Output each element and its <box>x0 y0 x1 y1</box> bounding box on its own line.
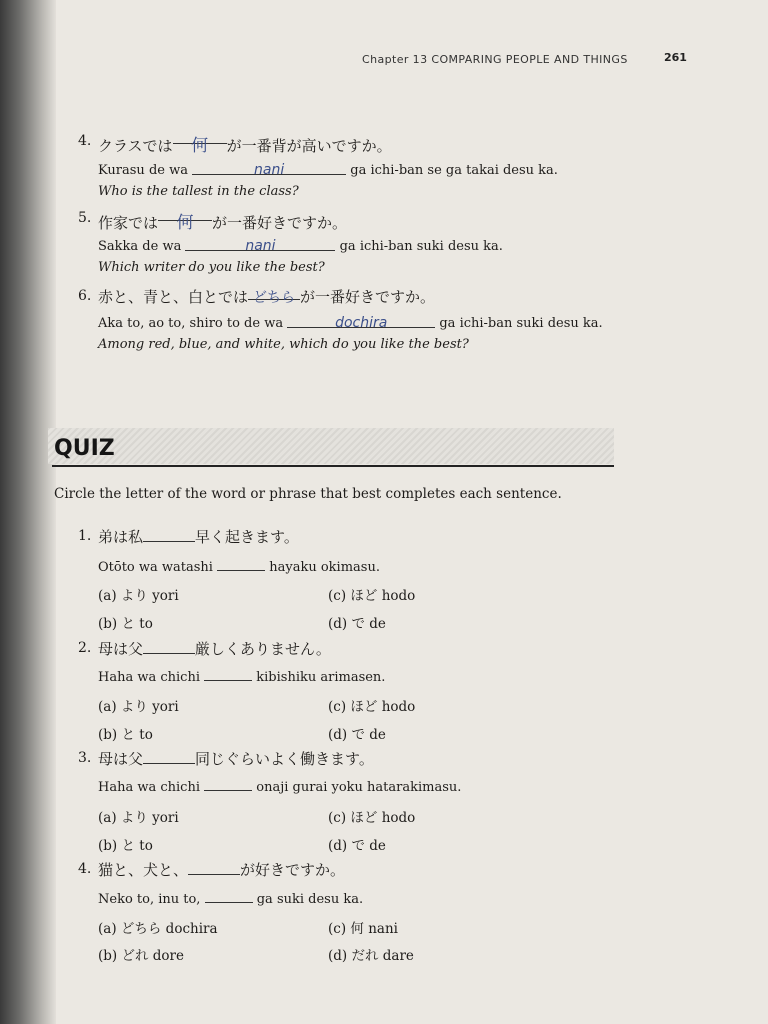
question-romaji <box>98 558 380 575</box>
option-d[interactable] <box>328 612 386 632</box>
japanese-after: が一番好きですか。 <box>300 288 436 306</box>
handwritten-answer: 何 <box>176 213 194 233</box>
option-label: (c) <box>328 699 347 715</box>
option-text: で de <box>351 838 386 854</box>
question-number: 1. <box>78 528 92 544</box>
exercise-number: 6. <box>78 288 92 304</box>
exercise-japanese <box>98 286 435 307</box>
question-japanese <box>98 526 299 547</box>
option-text: より yori <box>120 699 179 715</box>
japanese-after: 同じぐらいよく働きます。 <box>195 750 374 768</box>
option-label: (d) <box>328 838 348 854</box>
option-text: で de <box>351 727 386 743</box>
japanese-before: 作家では <box>98 214 159 232</box>
exercise-romaji <box>98 238 503 254</box>
exercise-japanese <box>98 131 392 156</box>
exercise-romaji <box>98 315 603 331</box>
romaji-before: Aka to, ao to, shiro to de wa <box>98 316 284 331</box>
option-label: (c) <box>328 921 347 937</box>
answer-blank <box>204 778 252 791</box>
exercise-english: Which writer do you like the best? <box>98 260 325 275</box>
answer-blank <box>143 641 195 654</box>
romaji-after: onaji gurai yoku hatarakimasu. <box>256 780 462 795</box>
exercise-japanese <box>98 208 347 233</box>
exercise-english: Among red, blue, and white, which do you like the best? <box>98 337 469 352</box>
option-text: より yori <box>120 588 179 604</box>
option-label: (a) <box>98 699 117 715</box>
option-b[interactable] <box>98 612 153 632</box>
japanese-after: が一番好きですか。 <box>212 214 348 232</box>
exercise-romaji <box>98 162 558 178</box>
option-label: (d) <box>328 616 348 632</box>
option-label: (a) <box>98 921 117 937</box>
answer-blank <box>143 751 195 764</box>
answer-blank <box>287 315 435 331</box>
option-a[interactable] <box>98 584 179 604</box>
option-label: (b) <box>98 948 118 964</box>
question-romaji <box>98 890 363 907</box>
answer-blank <box>173 131 227 156</box>
question-number: 3. <box>78 750 92 766</box>
japanese-after: 早く起きます。 <box>195 528 299 546</box>
option-label: (c) <box>328 810 347 826</box>
quiz-divider <box>52 465 614 467</box>
answer-blank <box>204 668 252 681</box>
answer-blank <box>248 287 300 306</box>
romaji-before: Sakka de wa <box>98 239 182 254</box>
option-text: ほど hodo <box>350 588 416 604</box>
romaji-after: ga ichi-ban se ga takai desu ka. <box>350 163 558 178</box>
japanese-before: 母は父 <box>98 640 144 658</box>
quiz-title: QUIZ <box>54 436 115 461</box>
option-c[interactable] <box>328 695 415 715</box>
option-text: と to <box>121 616 153 632</box>
option-c[interactable] <box>328 917 398 937</box>
option-a[interactable] <box>98 806 179 826</box>
option-d[interactable] <box>328 944 414 964</box>
japanese-after: 厳しくありません。 <box>195 640 331 658</box>
romaji-before: Kurasu de wa <box>98 163 188 178</box>
romaji-after: ga suki desu ka. <box>256 892 364 907</box>
option-c[interactable] <box>328 584 415 604</box>
romaji-after: ga ichi-ban suki desu ka. <box>339 239 503 254</box>
romaji-after: kibishiku arimasen. <box>256 670 386 685</box>
option-label: (a) <box>98 588 117 604</box>
option-text: より yori <box>120 810 179 826</box>
option-text: ほど hodo <box>350 810 416 826</box>
handwritten-answer: dochira <box>335 315 388 331</box>
romaji-before: Otōto wa watashi <box>98 560 213 575</box>
option-text: どれ dore <box>121 948 184 964</box>
answer-blank <box>185 238 335 254</box>
option-label: (b) <box>98 616 118 632</box>
romaji-before: Neko to, inu to, <box>98 892 201 907</box>
option-a[interactable] <box>98 695 179 715</box>
question-japanese <box>98 748 374 769</box>
handwritten-answer: 何 <box>191 136 209 156</box>
option-c[interactable] <box>328 806 415 826</box>
option-text: と to <box>121 727 153 743</box>
exercise-number: 5. <box>78 210 92 226</box>
book-spine-shadow <box>0 0 56 1024</box>
question-japanese <box>98 859 345 880</box>
option-text: どちら dochira <box>120 921 218 937</box>
option-label: (b) <box>98 727 118 743</box>
option-label: (d) <box>328 727 348 743</box>
romaji-after: ga ichi-ban suki desu ka. <box>439 316 603 331</box>
option-b[interactable] <box>98 944 184 964</box>
exercise-number: 4. <box>78 133 92 149</box>
option-label: (d) <box>328 948 348 964</box>
japanese-before: 母は父 <box>98 750 144 768</box>
option-text: で de <box>351 616 386 632</box>
question-romaji <box>98 778 461 795</box>
option-a[interactable] <box>98 917 218 937</box>
quiz-banner <box>48 428 614 464</box>
romaji-before: Haha wa chichi <box>98 780 200 795</box>
handwritten-answer: nani <box>245 238 276 254</box>
option-text: と to <box>121 838 153 854</box>
answer-blank <box>188 862 240 875</box>
answer-blank <box>205 890 253 903</box>
romaji-before: Haha wa chichi <box>98 670 200 685</box>
answer-blank <box>192 162 346 178</box>
question-number: 2. <box>78 640 92 656</box>
japanese-before: 赤と、青と、白とでは <box>98 288 249 306</box>
exercise-english: Who is the tallest in the class? <box>98 184 299 199</box>
japanese-before: 弟は私 <box>98 528 144 546</box>
japanese-before: クラスでは <box>98 137 173 155</box>
handwritten-answer: どちら <box>253 290 296 306</box>
question-number: 4. <box>78 861 92 877</box>
quiz-instruction: Circle the letter of the word or phrase that best completes each sentence. <box>54 486 562 502</box>
answer-blank <box>143 529 195 542</box>
option-b[interactable] <box>98 723 153 743</box>
option-text: 何 nani <box>350 921 398 937</box>
running-header: Chapter 13 COMPARING PEOPLE AND THINGS <box>362 53 628 66</box>
japanese-before: 猫と、犬と、 <box>98 861 189 879</box>
romaji-after: hayaku okimasu. <box>269 560 380 575</box>
option-text: ほど hodo <box>350 699 416 715</box>
answer-blank <box>217 558 265 571</box>
option-text: だれ dare <box>351 948 414 964</box>
question-japanese <box>98 638 331 659</box>
option-label: (b) <box>98 838 118 854</box>
option-label: (c) <box>328 588 347 604</box>
option-label: (a) <box>98 810 117 826</box>
option-b[interactable] <box>98 834 153 854</box>
answer-blank <box>158 208 212 233</box>
option-d[interactable] <box>328 723 386 743</box>
option-d[interactable] <box>328 834 386 854</box>
handwritten-answer: nani <box>254 162 285 178</box>
question-romaji <box>98 668 385 685</box>
japanese-after: が好きですか。 <box>240 861 346 879</box>
japanese-after: が一番背が高いですか。 <box>226 137 392 155</box>
page-number: 261 <box>664 51 687 64</box>
